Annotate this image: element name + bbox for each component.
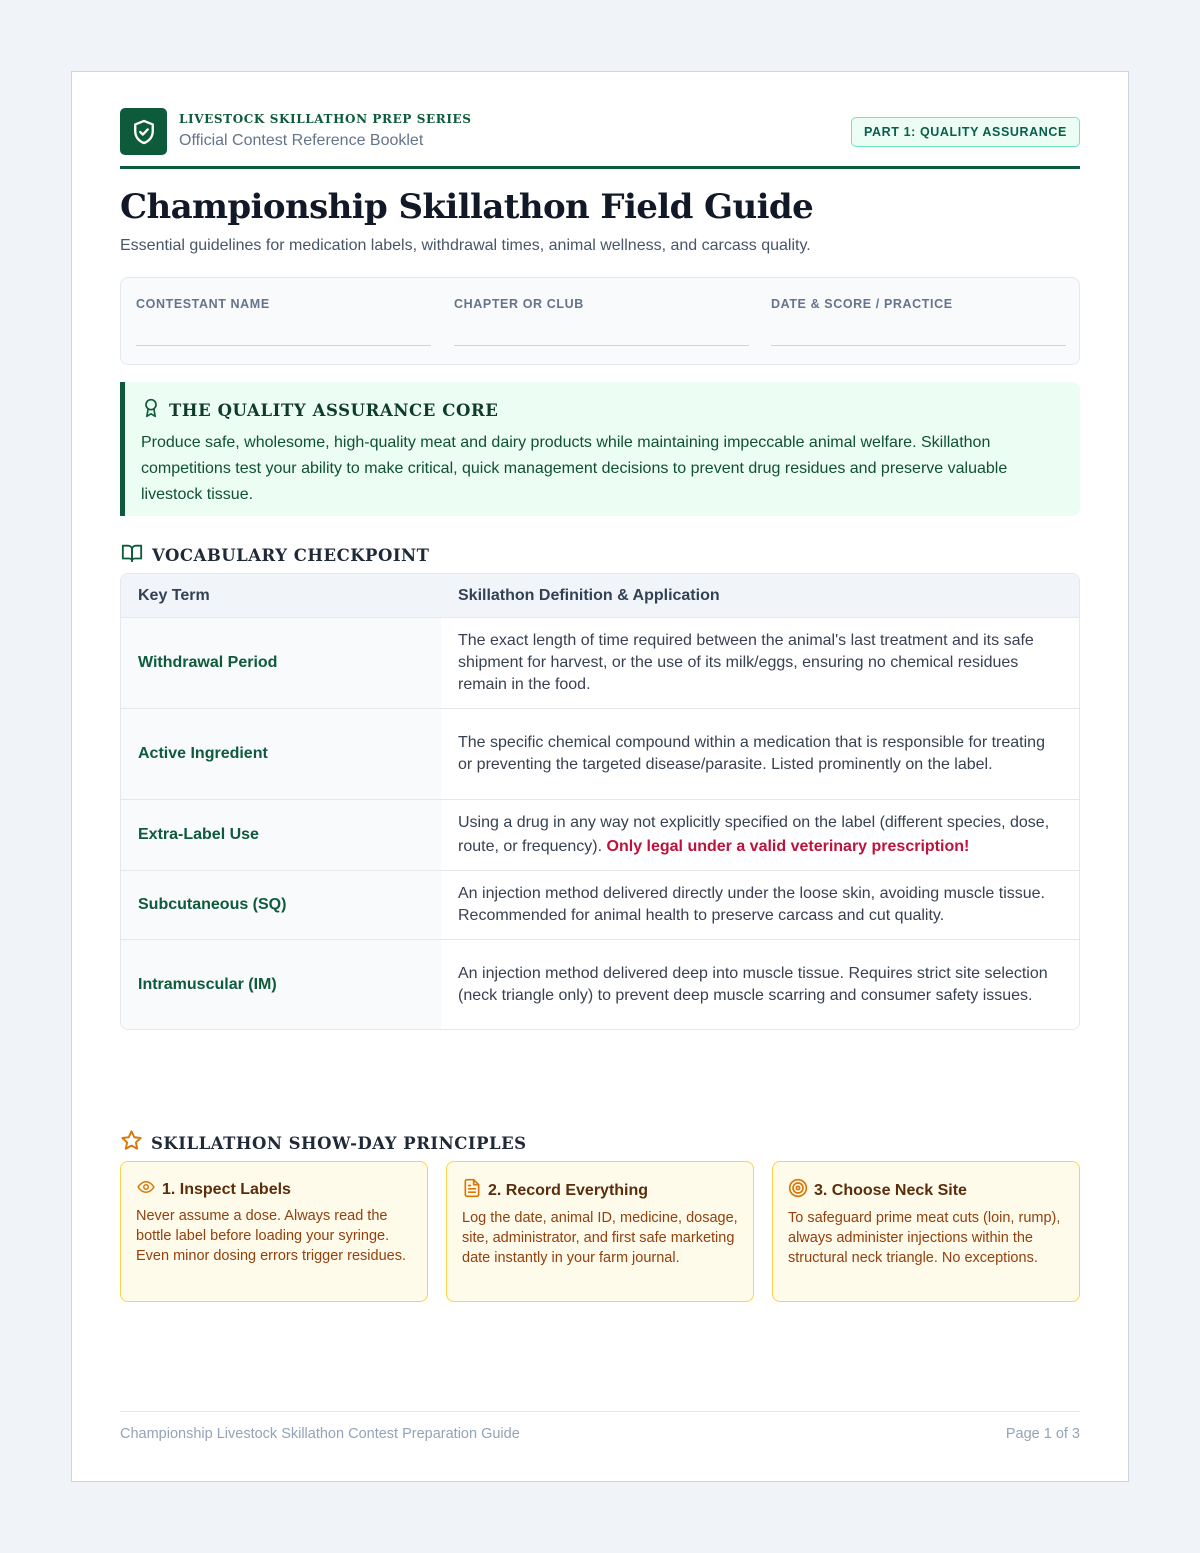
term-cell: Subcutaneous (SQ) (121, 871, 441, 939)
target-icon (788, 1178, 808, 1203)
definition-cell: The specific chemical compound within a medication that is responsible for treating or preventing the targeted disease/parasite. Listed prominently on the label. (441, 709, 1079, 799)
table-row (121, 799, 1079, 870)
page-number: Page 1 of 3 (1005, 1426, 1080, 1442)
chapter-field[interactable] (454, 297, 749, 346)
card-title: 1. Inspect Labels (162, 1180, 291, 1198)
column-header: Skillathon Definition & Application (458, 586, 720, 604)
card-text: To safeguard prime meat cuts (loin, rump), always administer injections within the structural neck triangle. No exceptions. (788, 1210, 1061, 1266)
table-header (121, 574, 1079, 617)
field-label: CONTESTANT NAME (136, 297, 270, 311)
definition-cell: An injection method delivered deep into muscle tissue. Requires strict site selection (neck triangle only) to prevent deep muscle scarring and consumer safety issues. (441, 940, 1079, 1029)
table-row (121, 708, 1079, 799)
field-line (454, 345, 749, 346)
term-cell: Withdrawal Period (121, 618, 441, 708)
series-label: LIVESTOCK SKILLATHON PREP SERIES (179, 112, 472, 126)
column-header: Key Term (138, 586, 210, 604)
field-line (136, 345, 431, 346)
contestant-name-field[interactable] (136, 297, 431, 346)
definition-cell: The exact length of time required between the animal's last treatment and its safe shipment for harvest, or the use of its milk/eggs, ensuring no chemical residues remain in the food. (441, 618, 1079, 708)
principle-card (772, 1161, 1080, 1302)
card-title: 2. Record Everything (488, 1181, 649, 1199)
document-icon (462, 1178, 482, 1203)
footer-title: Championship Livestock Skillathon Contest Preparation Guide (120, 1426, 520, 1442)
page-sheet (71, 71, 1129, 1482)
card-text: Never assume a dose. Always read the bottle label before loading your syringe. Even minor dosing errors trigger residues. (136, 1208, 406, 1264)
principles-heading (120, 1129, 527, 1157)
definition-cell: An injection method delivered directly under the loose skin, avoiding muscle tissue. Recommended for animal health to preserve carcass and cut quality. (441, 871, 1079, 939)
field-label: DATE & SCORE / PRACTICE (771, 297, 953, 311)
booklet-label: Official Contest Reference Booklet (179, 132, 424, 149)
contestant-fields (120, 277, 1080, 365)
page-subtitle: Essential guidelines for medication labels, withdrawal times, animal wellness, and carcass quality. (120, 237, 811, 254)
open-book-icon (120, 542, 144, 569)
term-cell: Active Ingredient (121, 709, 441, 799)
star-icon (120, 1129, 143, 1157)
eye-icon (136, 1178, 156, 1201)
table-row (121, 870, 1079, 939)
term-cell: Intramuscular (IM) (121, 940, 441, 1029)
vocabulary-table (120, 573, 1080, 1030)
callout-title: THE QUALITY ASSURANCE CORE (169, 401, 499, 420)
part-badge: PART 1: QUALITY ASSURANCE (851, 117, 1080, 147)
principle-card (446, 1161, 754, 1302)
principle-cards (120, 1161, 1080, 1302)
shield-check-icon (120, 108, 167, 155)
field-label: CHAPTER OR CLUB (454, 297, 584, 311)
card-title: 3. Choose Neck Site (814, 1181, 967, 1199)
date-score-field[interactable] (771, 297, 1066, 346)
section-title: SKILLATHON SHOW-DAY PRINCIPLES (151, 1133, 527, 1153)
field-line (771, 345, 1066, 346)
definition-cell (441, 800, 1079, 870)
header-divider (120, 166, 1080, 169)
vocab-heading (120, 542, 429, 569)
card-text: Log the date, animal ID, medicine, dosage, site, administrator, and first safe marketing date instantly in your farm journal. (462, 1210, 738, 1266)
quality-assurance-callout (120, 382, 1080, 516)
section-title: VOCABULARY CHECKPOINT (152, 546, 430, 565)
page-title: Championship Skillathon Field Guide (120, 187, 814, 227)
header (120, 108, 1080, 166)
footer-divider (120, 1411, 1080, 1412)
term-cell: Extra-Label Use (121, 800, 441, 870)
table-row (121, 939, 1079, 1029)
principle-card (120, 1161, 428, 1302)
table-row (121, 617, 1079, 708)
definition-text: Using a drug in any way not explicitly specified on the label (different species, dose, route, or frequency). (458, 814, 1050, 855)
prescription-warning: Only legal under a valid veterinary prescription! (606, 838, 970, 855)
callout-text: Produce safe, wholesome, high-quality meat and dairy products while maintaining impeccable animal welfare. Skillathon competitions test your ability to make critical, quick management decisions to prevent drug residues and preserve valuable livestock tissue. (141, 434, 1008, 503)
award-ribbon-icon (141, 397, 161, 424)
